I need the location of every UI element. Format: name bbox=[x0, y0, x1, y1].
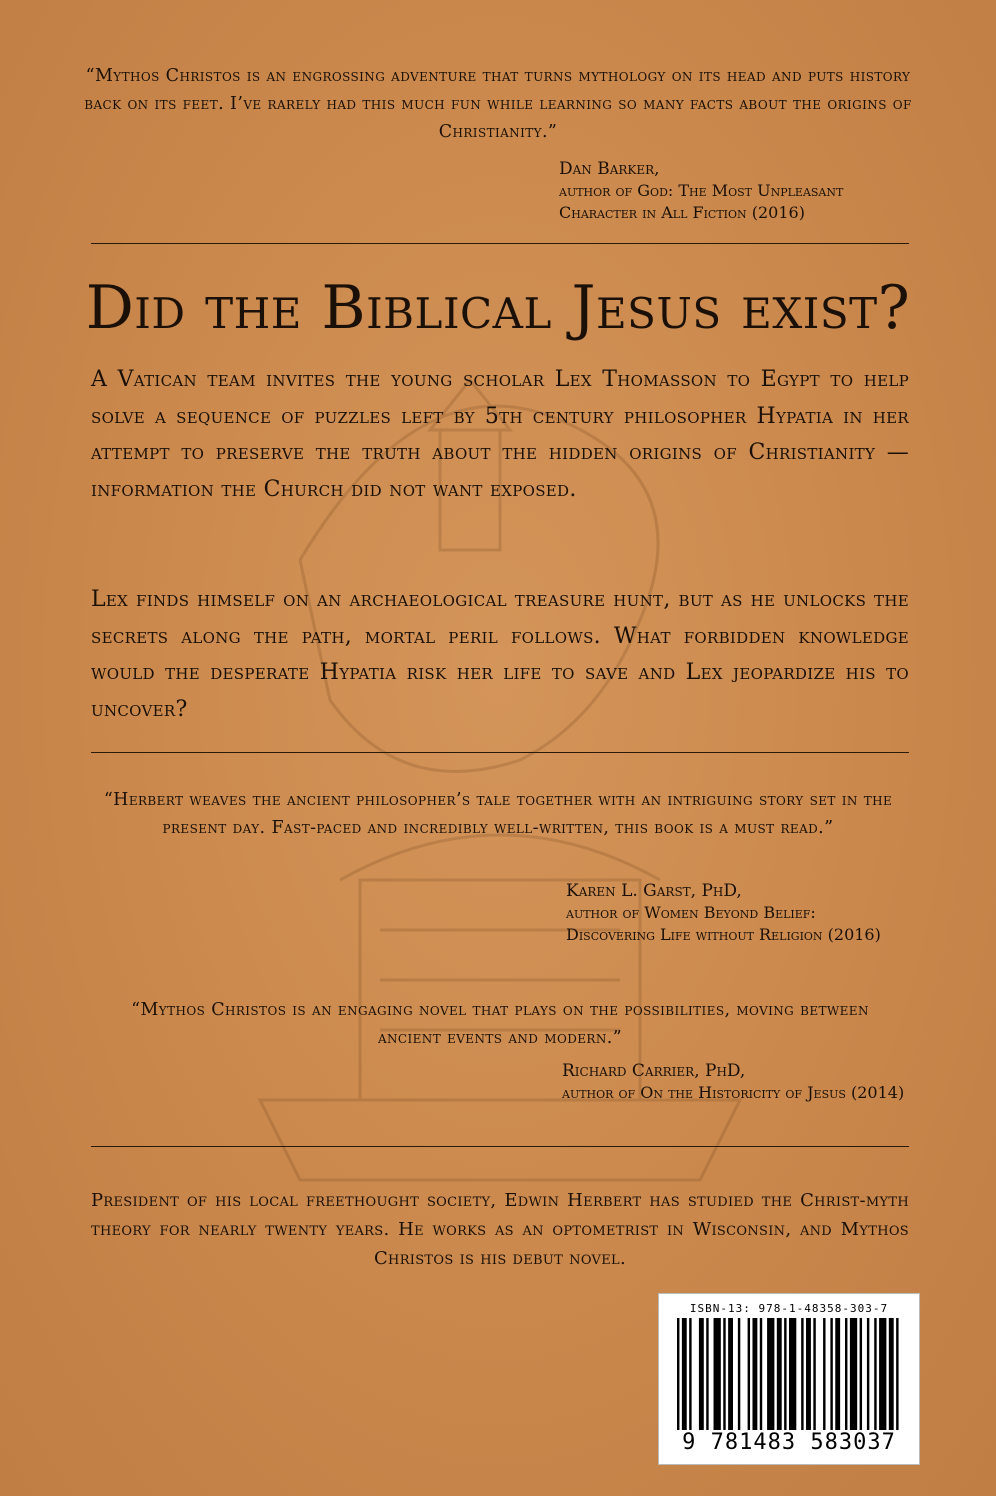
quote-1-attribution bbox=[559, 158, 843, 224]
barcode-bars bbox=[677, 1318, 901, 1430]
barcode-bar bbox=[777, 1318, 782, 1430]
barcode-bar bbox=[830, 1318, 832, 1430]
headline: Did the Biblical Jesus exist? bbox=[85, 273, 911, 343]
barcode-bar bbox=[738, 1318, 740, 1430]
barcode-bar bbox=[784, 1318, 786, 1430]
barcode-bar bbox=[896, 1318, 898, 1430]
quote-1-credit-1: author of God: The Most Unpleasant bbox=[559, 181, 844, 200]
barcode-bar bbox=[835, 1318, 840, 1430]
synopsis-p2: Lex finds himself on an archaeological treasure hunt, but as he unlocks the secrets along the path, mortal peril follows. What forbidden knowledge would the desperate Hypatia risk her life to save and Lex jeopardize his to uncover? bbox=[91, 587, 909, 722]
barcode-bar bbox=[889, 1318, 894, 1430]
isbn-barcode bbox=[658, 1293, 920, 1465]
barcode-bar bbox=[874, 1318, 876, 1430]
quote-1-text: “Mythos Christos is an engrossing adventure that turns mythology on its head and puts history back on its feet. I’ve rarely had this much fun while learning so many facts about the origins of Christianity.” bbox=[84, 66, 912, 142]
quote-2-attribution bbox=[566, 880, 881, 946]
synopsis-p1: A Vatican team invites the young scholar Lex Thomasson to Egypt to help solve a sequence of puzzles left by 5th century philosopher Hypatia in her attempt to preserve the truth about the hidden origins of Christianity — information the Church did not want exposed. bbox=[91, 367, 909, 502]
barcode-bar bbox=[867, 1318, 869, 1430]
barcode-bar bbox=[789, 1318, 796, 1430]
barcode-bar bbox=[677, 1318, 679, 1430]
barcode-bar bbox=[813, 1318, 815, 1430]
barcode-bar bbox=[845, 1318, 847, 1430]
author-bio: President of his local freethought society, Edwin Herbert has studied the Christ-myth theory for nearly twenty years. He works as an optometrist in Wisconsin, and Mythos Christos is his debut novel. bbox=[91, 1190, 909, 1269]
barcode-digits: 9 781483 583037 bbox=[682, 1430, 896, 1455]
quote-3-author: Richard Carrier, PhD, bbox=[562, 1061, 746, 1081]
barcode-bar bbox=[689, 1318, 691, 1430]
barcode-bar bbox=[752, 1318, 757, 1430]
barcode-bar bbox=[879, 1318, 886, 1430]
quote-2-credit-2: Discovering Life without Religion (2016) bbox=[566, 925, 881, 944]
quote-3-attribution bbox=[562, 1060, 904, 1104]
quote-2-text: “Herbert weaves the ancient philosopher’s tale together with an intriguing story set in the present day. Fast-paced and incredibly well-written, this book is a must read.” bbox=[103, 790, 893, 838]
barcode-bar bbox=[760, 1318, 762, 1430]
barcode-bar bbox=[682, 1318, 687, 1430]
barcode-bar bbox=[823, 1318, 825, 1430]
divider-2 bbox=[91, 752, 909, 753]
barcode-bar bbox=[728, 1318, 733, 1430]
barcode-bar bbox=[850, 1318, 857, 1430]
quote-3-credit-1: author of On the Historicity of Jesus (2014) bbox=[562, 1083, 905, 1102]
barcode-bar bbox=[806, 1318, 811, 1430]
barcode-bar bbox=[706, 1318, 708, 1430]
isbn-label: ISBN-13: 978-1-48358-303-7 bbox=[689, 1302, 889, 1315]
barcode-bar bbox=[714, 1318, 721, 1430]
barcode-bar bbox=[767, 1318, 774, 1430]
quote-2-credit-1: author of Women Beyond Belief: bbox=[566, 903, 816, 922]
divider-1 bbox=[91, 243, 909, 244]
synopsis-paragraph-1 bbox=[91, 362, 909, 508]
quote-1-author: Dan Barker, bbox=[559, 159, 660, 179]
synopsis-paragraph-2 bbox=[91, 582, 909, 728]
quote-2-author: Karen L. Garst, PhD, bbox=[566, 881, 742, 901]
barcode-bar bbox=[801, 1318, 803, 1430]
quote-3-text: “Mythos Christos is an engaging novel that plays on the possibilities, moving between ancient events and modern.” bbox=[131, 1000, 869, 1048]
barcode-bar bbox=[699, 1318, 704, 1430]
barcode-bar bbox=[748, 1318, 750, 1430]
barcode-bar bbox=[860, 1318, 862, 1430]
divider-3 bbox=[91, 1146, 909, 1147]
barcode-bar bbox=[723, 1318, 725, 1430]
quote-1-credit-2: Character in All Fiction (2016) bbox=[559, 203, 805, 222]
